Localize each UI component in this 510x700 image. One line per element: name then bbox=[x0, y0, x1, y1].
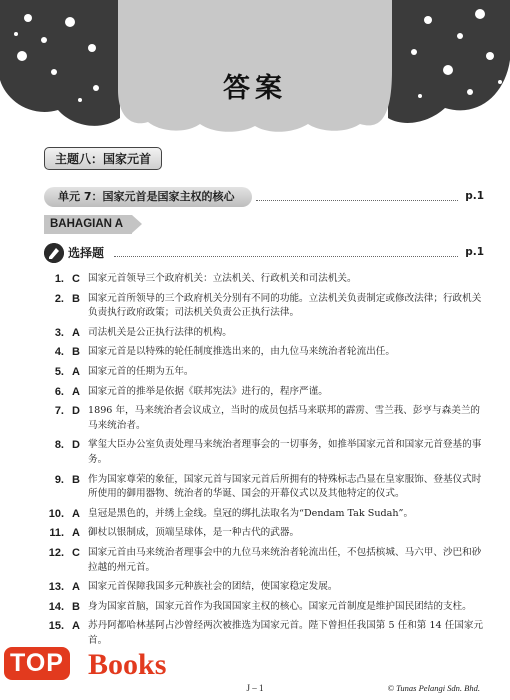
subsection-label: 选择题 bbox=[68, 246, 105, 260]
unit-label: 单元 7：国家元首是国家主权的核心 bbox=[44, 187, 252, 207]
topic-label: 主题八：国家元首 bbox=[44, 147, 162, 170]
answer-item bbox=[40, 365, 486, 380]
answer-text: 国家元首领导三个政府机关：立法机关、行政机关和司法机关。 bbox=[88, 273, 357, 284]
answer-number: 4. bbox=[54, 346, 64, 359]
subsection-heading bbox=[44, 243, 484, 263]
unit-page: p.1 bbox=[465, 190, 484, 202]
answer-item bbox=[40, 580, 486, 595]
answer-number: 13. bbox=[48, 581, 64, 594]
answer-item bbox=[40, 546, 486, 575]
answer-letter: B bbox=[72, 473, 80, 486]
answer-letter: D bbox=[72, 405, 80, 418]
answer-letter: C bbox=[72, 546, 80, 559]
leader-dots bbox=[114, 256, 458, 257]
answer-number: 2. bbox=[54, 292, 64, 305]
answer-letter: A bbox=[72, 507, 80, 520]
answer-number: 11. bbox=[49, 527, 64, 540]
answer-number: 14. bbox=[48, 600, 64, 613]
answer-number: 7. bbox=[54, 405, 64, 418]
answer-item bbox=[40, 438, 486, 467]
answer-letter: A bbox=[72, 620, 80, 633]
answer-text: 国家元首的推举是依据《联邦宪法》进行的，程序严谨。 bbox=[88, 385, 328, 397]
answer-letter: B bbox=[72, 346, 80, 359]
answer-text: 作为国家尊荣的象征，国家元首与国家元首后所拥有的特殊标志凸显在皇家服饰、登基仪式时所使用的御用器物、统治者的华诞、国会的开幕仪式以及其他特定的仪式。 bbox=[88, 473, 482, 500]
answer-letter: A bbox=[72, 365, 80, 378]
answer-item bbox=[40, 526, 486, 541]
answer-number: 3. bbox=[54, 326, 64, 339]
answer-number: 12. bbox=[48, 546, 64, 559]
answer-item bbox=[40, 600, 486, 615]
page-title: 答案 bbox=[223, 73, 287, 104]
section-label: BAHAGIAN A bbox=[44, 215, 132, 234]
answer-text: 苏丹阿都哈林基阿占沙曾经两次被推选为国家元首。陛下曾担任我国第 5 任和第 14 任国家元首。 bbox=[88, 620, 484, 646]
answer-text: 司法机关是公正执行法律的机构。 bbox=[88, 326, 232, 338]
answer-item bbox=[40, 473, 486, 502]
answer-letter: B bbox=[72, 292, 80, 305]
copyright: © Tunas Pelangi Sdn. Bhd. bbox=[387, 683, 480, 693]
answer-letter: B bbox=[72, 600, 80, 613]
answer-text: 身为国家首脑，国家元首作为我国国家主权的核心。国家元首制度是维护国民团结的支柱。 bbox=[88, 600, 472, 612]
answer-number: 9. bbox=[54, 473, 64, 486]
answer-item bbox=[40, 292, 486, 321]
answer-letter: C bbox=[72, 273, 80, 285]
answer-item bbox=[40, 345, 486, 360]
answer-item bbox=[40, 507, 486, 522]
answer-number: 1. bbox=[54, 273, 64, 285]
answer-list bbox=[40, 272, 486, 653]
answer-text: 1896 年，马来统治者会议成立，当时的成员包括马来联邦的霹雳、雪兰莪、彭亨与森美兰的马来统治者。 bbox=[88, 405, 481, 431]
watermark-books: Books bbox=[88, 648, 167, 681]
leader-dots bbox=[256, 200, 458, 201]
answer-text: 国家元首所领导的三个政府机关分别有不同的功能。立法机关负责制定或修改法律；行政机关负责执行政府政策；司法机关负责公正执行法律。 bbox=[88, 292, 482, 319]
subsection-page: p.1 bbox=[465, 246, 484, 258]
answer-text: 御杖以银制成，顶端呈球体，是一种古代的武器。 bbox=[88, 527, 300, 539]
answer-item bbox=[40, 404, 486, 433]
answer-text: 国家元首保障我国多元种族社会的团结，使国家稳定发展。 bbox=[88, 581, 338, 593]
watermark-top: TOP bbox=[4, 647, 70, 680]
answer-letter: A bbox=[72, 527, 80, 540]
page-number: J – 1 bbox=[246, 683, 264, 693]
answer-number: 8. bbox=[54, 439, 64, 452]
pencil-icon bbox=[44, 243, 64, 263]
answer-text: 皇冠是黑色的，并绣上金线。皇冠的绑扎法取名为“Dendam Tak Sudah”。 bbox=[88, 507, 414, 519]
answer-number: 5. bbox=[54, 365, 64, 378]
answer-text: 掌玺大臣办公室负责处理马来统治者理事会的一切事务，如推举国家元首和国家元首登基的事务。 bbox=[88, 439, 482, 465]
answer-text: 国家元首是以特殊的轮任制度推选出来的，由九位马来统治者轮流出任。 bbox=[88, 346, 395, 358]
answer-item bbox=[40, 385, 486, 400]
answer-text: 国家元首的任期为五年。 bbox=[88, 365, 194, 377]
answer-item bbox=[40, 326, 486, 341]
answer-text: 国家元首由马来统治者理事会中的九位马来统治者轮流出任，不包括槟城、马六甲、沙巴和砂拉越的州元首。 bbox=[88, 546, 482, 573]
answer-number: 10. bbox=[48, 507, 64, 520]
answer-item bbox=[40, 272, 486, 287]
answer-letter: A bbox=[72, 385, 80, 398]
answer-number: 15. bbox=[48, 620, 64, 633]
unit-heading bbox=[44, 187, 484, 207]
answer-letter: A bbox=[72, 326, 80, 339]
answer-letter: D bbox=[72, 439, 80, 452]
answer-letter: A bbox=[72, 581, 80, 594]
answer-number: 6. bbox=[54, 385, 64, 398]
